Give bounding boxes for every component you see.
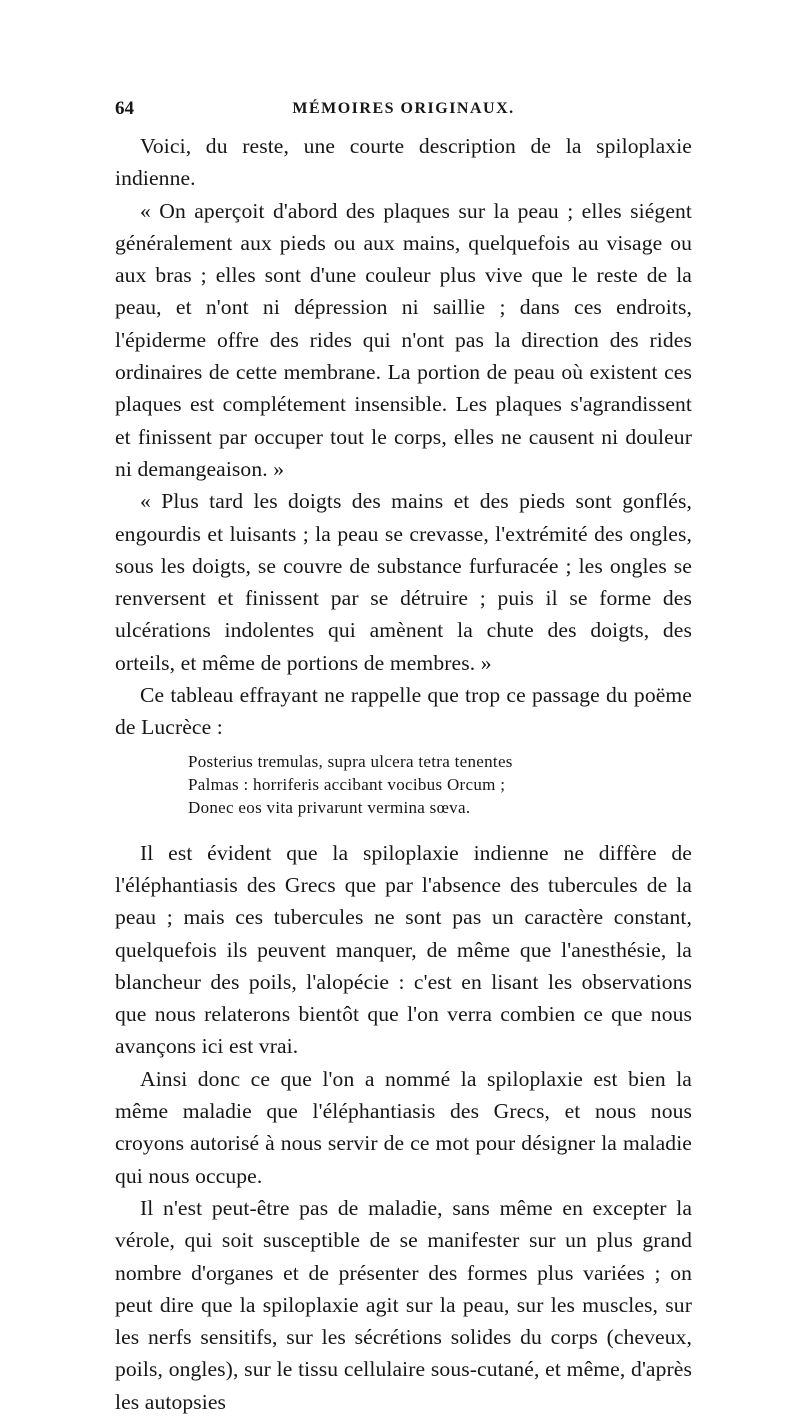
page-number: 64 xyxy=(115,98,134,119)
paragraph-lucrece: Ce tableau effrayant ne rappelle que trop ce passage du poëme de Lucrèce : xyxy=(115,683,692,740)
paragraph-evident: Il est évident que la spiloplaxie indienne ne diffère de l'éléphantiasis des Grecs que par l'absence des tubercules de la peau ; mais ces tubercules ne sont pas un caractère constant, quelquefois ils peuvent manquer, de même que l'anesthésie, la blancheur des poils, l'alopécie : c'est en lisant les observations que nous relaterons bientôt que l'on verra combien ce que nous avançons ici est vrai. xyxy=(115,840,692,1059)
verse-line: Posterius tremulas, supra ulcera tetra tenentes xyxy=(188,751,513,771)
paragraph-ainsi-donc: Ainsi donc ce que l'on a nommé la spiloplaxie est bien la même maladie que l'éléphantiasis des Grecs, et nous nous croyons autorisé à nous servir de ce mot pour désigner la maladie qui nous occupe. xyxy=(115,1066,692,1188)
body-text xyxy=(115,130,692,1418)
verse-line: Palmas : horriferis accibant vocibus Orcum ; xyxy=(188,774,506,794)
paragraph-maladie: Il n'est peut-être pas de maladie, sans même en excepter la vérole, qui soit susceptible de se manifester sur un plus grand nombre d'organes et de présenter des formes plus variées ; on peut dire que la spiloplaxie agit sur la peau, sur les muscles, sur les nerfs sensitifs, sur les sécrétions solides du corps (cheveux, poils, ongles), sur le tissu cellulaire sous-cutané, et même, d'après les autopsies xyxy=(115,1195,692,1414)
paragraph-quote-doigts: « Plus tard les doigts des mains et des pieds sont gonflés, engourdis et luisants ; la peau se crevasse, l'extrémité des ongles, sous les doigts, se couvre de substance furfuracée ; les ongles se renversent et finissent par se détruire ; puis il se forme des ulcérations indolentes qui amènent la chute des doigts, des orteils, et même de portions de membres. » xyxy=(115,489,692,675)
verse-quotation xyxy=(188,750,692,819)
running-title: MÉMOIRES ORIGINAUX. xyxy=(292,100,515,117)
paragraph-quote-plaques: « On aperçoit d'abord des plaques sur la peau ; elles siégent généralement aux pieds ou aux mains, quelquefois au visage ou aux bras ; elles sont d'une couleur plus vive que le reste de la peau, et n'ont ni dépression ni saillie ; dans ces endroits, l'épiderme offre des rides qui n'ont pas la direction des rides ordinaires de cette membrane. La portion de peau où existent ces plaques est complétement insensible. Les plaques s'agrandissent et finissent par occuper tout le corps, elles ne causent ni douleur ni demangeaison. » xyxy=(115,198,692,481)
paragraph-intro: Voici, du reste, une courte description de la spiloplaxie indienne. xyxy=(115,134,692,191)
page-header xyxy=(115,98,692,124)
verse-line: Donec eos vita privarunt vermina sœva. xyxy=(188,797,471,817)
